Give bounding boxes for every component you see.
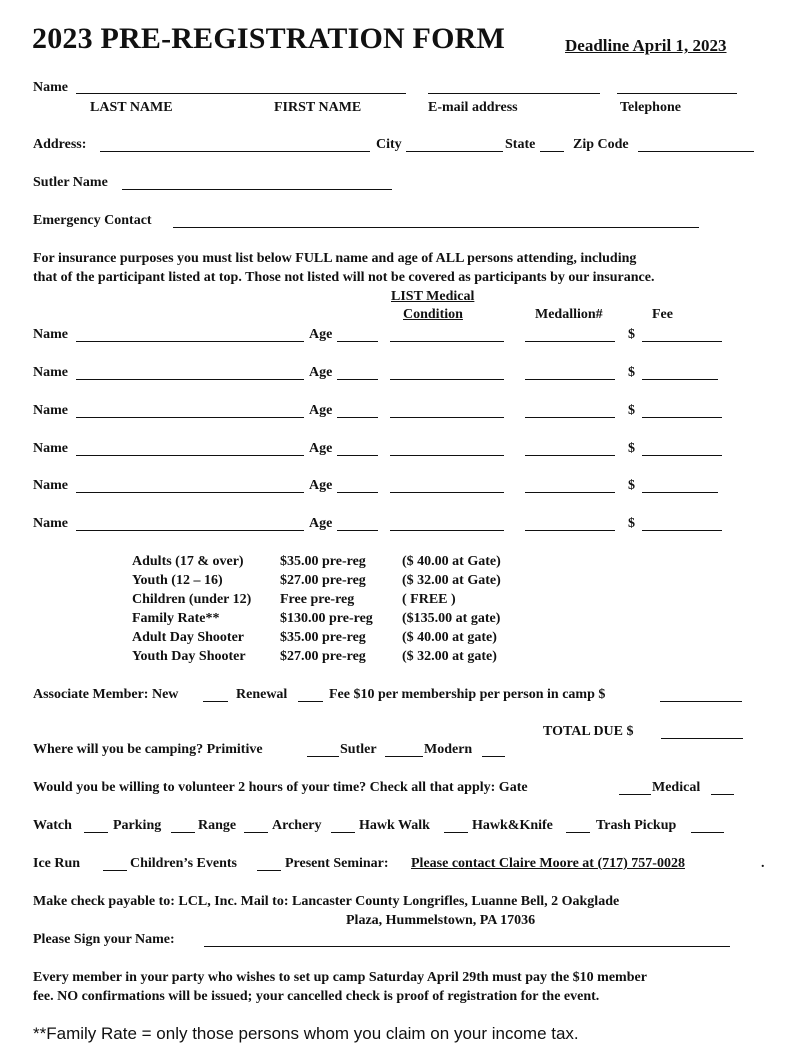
fee-header: Fee [652, 307, 673, 322]
rate-row [132, 647, 501, 666]
state-field[interactable] [540, 151, 564, 152]
rate-row [132, 609, 501, 628]
attendee-fee-field[interactable] [642, 492, 718, 493]
rate-gate-price: ($ 32.00 at Gate) [402, 573, 501, 588]
attendee-dollar-sign: $ [628, 516, 635, 531]
associate-label: Associate Member: New [33, 687, 179, 702]
attendee-name-label: Name [33, 441, 68, 456]
zip-field[interactable] [638, 151, 754, 152]
seminar-contact: Please contact Claire Moore at (717) 757-0028 [411, 856, 685, 871]
rate-prereg-price: $27.00 pre-reg [280, 573, 366, 588]
attendee-age-field[interactable] [337, 417, 378, 418]
attendee-name-field[interactable] [76, 341, 304, 342]
volunteer-range-label: Range [198, 818, 237, 833]
volunteer-icerun-field[interactable] [103, 870, 127, 871]
rate-category: Family Rate** [132, 611, 220, 626]
attendee-name-label: Name [33, 365, 68, 380]
family-rate-note: **Family Rate = only those persons whom you claim on your income tax. [33, 1024, 579, 1043]
attendee-age-label: Age [309, 478, 333, 493]
attendee-medical-field[interactable] [390, 492, 504, 493]
rate-prereg-price: $35.00 pre-reg [280, 554, 366, 569]
attendee-age-label: Age [309, 327, 333, 342]
attendee-fee-field[interactable] [642, 530, 722, 531]
telephone-caption: Telephone [620, 100, 681, 115]
email-caption: E-mail address [428, 100, 518, 115]
volunteer-seminar-label: Present Seminar: [285, 856, 389, 871]
rate-row [132, 590, 501, 609]
attendee-name-field[interactable] [76, 379, 304, 380]
attendee-dollar-sign: $ [628, 327, 635, 342]
medallion-header: Medallion# [535, 307, 603, 322]
page-title: 2023 PRE-REGISTRATION FORM [32, 22, 505, 55]
attendee-medical-field[interactable] [390, 341, 504, 342]
attendee-name-field[interactable] [76, 492, 304, 493]
rate-category: Adult Day Shooter [132, 630, 245, 645]
name-label: Name [33, 80, 68, 95]
rates-table [132, 552, 501, 666]
camping-question: Where will you be camping? Primitive [33, 742, 263, 757]
camping-sutler-field[interactable] [385, 756, 423, 757]
attendee-medallion-field[interactable] [525, 379, 615, 380]
associate-fee-text: Fee $10 per membership per person in camp $ [329, 687, 606, 702]
volunteer-children-field[interactable] [257, 870, 281, 871]
first-name-caption: FIRST NAME [274, 100, 362, 115]
attendee-age-field[interactable] [337, 455, 378, 456]
volunteer-medical-field[interactable] [711, 794, 734, 795]
attendee-fee-field[interactable] [642, 379, 718, 380]
address-field[interactable] [100, 151, 370, 152]
volunteer-trash-field[interactable] [691, 832, 724, 833]
volunteer-hawkknife-field[interactable] [566, 832, 590, 833]
attendee-name-label: Name [33, 478, 68, 493]
state-label: State [505, 137, 536, 152]
attendee-age-label: Age [309, 365, 333, 380]
associate-new-field[interactable] [203, 701, 228, 702]
attendee-medical-field[interactable] [390, 379, 504, 380]
volunteer-archery-label: Archery [272, 818, 322, 833]
attendee-name-field[interactable] [76, 530, 304, 531]
attendee-medallion-field[interactable] [525, 530, 615, 531]
rate-row [132, 571, 501, 590]
camping-modern-label: Modern [424, 742, 473, 757]
emergency-label: Emergency Contact [33, 213, 152, 228]
deadline: Deadline April 1, 2023 [565, 36, 727, 55]
associate-renewal-label: Renewal [236, 687, 288, 702]
attendee-age-field[interactable] [337, 379, 378, 380]
attendee-medical-field[interactable] [390, 417, 504, 418]
rate-category: Adults (17 & over) [132, 554, 244, 569]
payment-line-1: Make check payable to: LCL, Inc. Mail to: Lancaster County Longrifles, Luanne Bell, 2 Oakglade [33, 894, 620, 909]
rate-category: Children (under 12) [132, 592, 252, 607]
attendee-age-field[interactable] [337, 341, 378, 342]
rate-gate-price: ( FREE ) [402, 592, 456, 607]
attendee-fee-field[interactable] [642, 455, 722, 456]
volunteer-gate-field[interactable] [619, 794, 651, 795]
attendee-medallion-field[interactable] [525, 492, 615, 493]
rate-gate-price: ($ 40.00 at Gate) [402, 554, 501, 569]
sutler-label: Sutler Name [33, 175, 108, 190]
attendee-age-field[interactable] [337, 530, 378, 531]
volunteer-parking-field[interactable] [171, 832, 195, 833]
rate-gate-price: ($135.00 at gate) [402, 611, 501, 626]
sign-label: Please Sign your Name: [33, 932, 175, 947]
volunteer-hawkwalk-field[interactable] [444, 832, 468, 833]
volunteer-icerun-label: Ice Run [33, 856, 81, 871]
rate-category: Youth Day Shooter [132, 649, 246, 664]
attendee-name-label: Name [33, 516, 68, 531]
last-name-caption: LAST NAME [90, 100, 173, 115]
medical-header-1: LIST Medical [391, 289, 475, 304]
city-label: City [376, 137, 402, 152]
associate-renewal-field[interactable] [298, 701, 323, 702]
rate-category: Youth (12 – 16) [132, 573, 223, 588]
attendee-medical-field[interactable] [390, 455, 504, 456]
email-field[interactable] [428, 93, 600, 94]
volunteer-parking-label: Parking [113, 818, 162, 833]
attendee-age-label: Age [309, 516, 333, 531]
rate-prereg-price: $130.00 pre-reg [280, 611, 373, 626]
telephone-field[interactable] [617, 93, 737, 94]
attendee-dollar-sign: $ [628, 365, 635, 380]
volunteer-hawkknife-label: Hawk&Knife [472, 818, 553, 833]
attendee-medallion-field[interactable] [525, 417, 615, 418]
seminar-contact-period: . [761, 856, 765, 871]
rate-row [132, 628, 501, 647]
sutler-field[interactable] [122, 189, 392, 190]
attendee-medallion-field[interactable] [525, 341, 615, 342]
rate-gate-price: ($ 32.00 at gate) [402, 649, 497, 664]
attendee-dollar-sign: $ [628, 478, 635, 493]
attendee-age-label: Age [309, 403, 333, 418]
volunteer-hawkwalk-label: Hawk Walk [359, 818, 430, 833]
zip-label: Zip Code [573, 137, 629, 152]
address-label: Address: [33, 137, 87, 152]
attendee-fee-field[interactable] [642, 341, 722, 342]
attendee-medical-field[interactable] [390, 530, 504, 531]
volunteer-archery-field[interactable] [331, 832, 355, 833]
attendee-name-label: Name [33, 403, 68, 418]
notice-line-1: Every member in your party who wishes to set up camp Saturday April 29th must pay the $10 member [33, 970, 647, 985]
volunteer-trash-label: Trash Pickup [596, 818, 677, 833]
camping-sutler-label: Sutler [340, 742, 377, 757]
volunteer-question: Would you be willing to volunteer 2 hours of your time? Check all that apply: Gate [33, 780, 528, 795]
camping-primitive-field[interactable] [307, 756, 339, 757]
rate-prereg-price: Free pre-reg [280, 592, 355, 607]
attendee-dollar-sign: $ [628, 441, 635, 456]
city-field[interactable] [406, 151, 503, 152]
attendee-age-label: Age [309, 441, 333, 456]
attendee-fee-field[interactable] [642, 417, 722, 418]
volunteer-children-label: Children’s Events [130, 856, 237, 871]
name-field[interactable] [76, 93, 406, 94]
rate-row [132, 552, 501, 571]
volunteer-watch-label: Watch [33, 818, 72, 833]
emergency-field[interactable] [173, 227, 699, 228]
camping-modern-field[interactable] [482, 756, 505, 757]
medical-header-2: Condition [403, 307, 463, 322]
volunteer-range-field[interactable] [244, 832, 268, 833]
volunteer-medical-label: Medical [652, 780, 701, 795]
attendee-name-field[interactable] [76, 455, 304, 456]
insurance-line-1: For insurance purposes you must list below FULL name and age of ALL persons attending, including [33, 251, 637, 266]
total-due-field[interactable] [661, 738, 743, 739]
volunteer-watch-field[interactable] [84, 832, 108, 833]
payment-line-2: Plaza, Hummelstown, PA 17036 [346, 913, 536, 928]
rate-prereg-price: $27.00 pre-reg [280, 649, 366, 664]
attendee-dollar-sign: $ [628, 403, 635, 418]
total-due-label: TOTAL DUE $ [543, 724, 634, 739]
rate-gate-price: ($ 40.00 at gate) [402, 630, 497, 645]
signature-field[interactable] [204, 946, 730, 947]
rate-prereg-price: $35.00 pre-reg [280, 630, 366, 645]
attendee-medallion-field[interactable] [525, 455, 615, 456]
attendee-name-field[interactable] [76, 417, 304, 418]
notice-line-2: fee. NO confirmations will be issued; your cancelled check is proof of registration for the event. [33, 989, 600, 1004]
associate-fee-field[interactable] [660, 701, 742, 702]
attendee-age-field[interactable] [337, 492, 378, 493]
attendee-name-label: Name [33, 327, 68, 342]
insurance-line-2: that of the participant listed at top. Those not listed will not be covered as participants by our insurance. [33, 270, 655, 285]
